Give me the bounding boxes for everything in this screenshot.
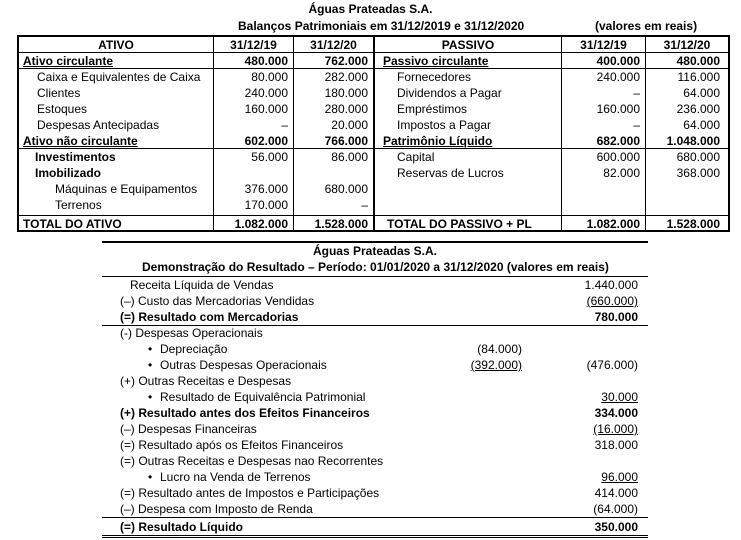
balance-company-title: Águas Prateadas S.A.: [308, 2, 433, 16]
income-custo-das-mercadorias-vendidas-label: (–) Custo das Mercadorias Vendidas: [120, 294, 315, 308]
header-passivo: PASSIVO: [441, 38, 495, 52]
asset-imobilizado-2020: [294, 165, 368, 181]
income-receita-liquida-de-vendas-label: Receita Líquida de Vendas: [130, 278, 274, 292]
liability-dividendos-a-pagar-2019: –: [633, 86, 640, 100]
income-resultado-liquido-label: (=) Resultado Líquido: [120, 520, 243, 534]
asset-ativo-nao-circulante-2020: 766.000: [324, 134, 368, 148]
income-depreciacao-partial: (84.000): [477, 342, 522, 356]
header-ativo: ATIVO: [98, 38, 134, 52]
income-despesa-com-imposto-de-renda-total: (64.000): [593, 502, 638, 516]
asset-despesas-antecipadas-label: Despesas Antecipadas: [37, 118, 160, 132]
liability-emprestimos-2019: 160.000: [596, 102, 640, 116]
income-company-title: Águas Prateadas S.A.: [312, 244, 438, 258]
balance-sheet-table: [17, 35, 730, 232]
asset-despesas-antecipadas-2019: –: [281, 118, 288, 132]
asset-imobilizado-2019: [214, 165, 288, 181]
income-resultado-com-mercadorias-label: (=) Resultado com Mercadorias: [120, 310, 299, 324]
asset-estoques-2019: 160.000: [244, 102, 288, 116]
income-resultado-com-mercadorias-total: 780.000: [594, 310, 638, 324]
total-assets-2020: 1.528.000: [314, 217, 368, 231]
asset-despesas-antecipadas-2020: 20.000: [331, 118, 368, 132]
liability-dividendos-a-pagar-label: Dividendos a Pagar: [397, 86, 502, 100]
income-custo-das-mercadorias-vendidas-total: (660.000): [586, 294, 638, 308]
asset-investimentos-2019: 56.000: [251, 150, 288, 164]
income-resultado-antes-de-impostos-e-participacoes-total: 414.000: [594, 486, 638, 500]
asset-estoques-label: Estoques: [37, 102, 88, 116]
income-outras-despesas-operacionais-total: (476.000): [586, 358, 638, 372]
income-despesas-financeiras-label: (–) Despesas Financeiras: [120, 422, 257, 436]
liability-capital-2019: 600.000: [596, 150, 640, 164]
liability-impostos-a-pagar-2020: 64.000: [683, 118, 720, 132]
asset-ativo-circulante-label: Ativo circulante: [23, 54, 114, 68]
header-passivo-2019: 31/12/19: [580, 38, 627, 52]
total-liabilities-2019: 1.082.000: [586, 217, 640, 231]
asset-ativo-nao-circulante-2019: 602.000: [244, 134, 288, 148]
liability-patrimonio-liquido-2020: 1.048.000: [666, 134, 720, 148]
asset-maquinas-e-equipamentos-2020: 680.000: [324, 182, 368, 196]
income-despesas-operacionais-label: (-) Despesas Operacionais: [120, 326, 263, 340]
liability-capital-label: Capital: [397, 150, 435, 164]
liability-reservas-de-lucros-2020: 368.000: [676, 166, 720, 180]
bullet-icon: •: [148, 390, 153, 404]
liability-patrimonio-liquido-2019: 682.000: [596, 134, 640, 148]
asset-caixa-e-equivalentes-de-caixa-label: Caixa e Equivalentes de Caixa: [37, 70, 201, 84]
income-resultado-apos-os-efeitos-financeiros-total: 318.000: [594, 438, 638, 452]
liability-patrimonio-liquido-label: Patrimônio Líquido: [383, 134, 493, 148]
header-passivo-2020: 31/12/20: [663, 38, 711, 52]
asset-ativo-nao-circulante-label: Ativo não circulante: [23, 134, 138, 148]
asset-clientes-label: Clientes: [37, 86, 81, 100]
asset-ativo-circulante-2020: 762.000: [324, 54, 368, 68]
liability-reservas-de-lucros-label: Reservas de Lucros: [397, 166, 504, 180]
liability-emprestimos-label: Empréstimos: [397, 102, 468, 116]
liability-dividendos-a-pagar-2020: 64.000: [683, 86, 720, 100]
income-lucro-na-venda-de-terrenos-total: 96.000: [601, 470, 638, 484]
income-lucro-na-venda-de-terrenos-label: Lucro na Venda de Terrenos: [160, 470, 311, 484]
asset-clientes-2019: 240.000: [244, 86, 288, 100]
bullet-icon: •: [148, 342, 153, 356]
liability-capital-2020: 680.000: [676, 150, 720, 164]
liability-impostos-a-pagar-2019: –: [633, 118, 640, 132]
header-ativo-2020: 31/12/20: [310, 38, 357, 52]
liability-fornecedores-label: Fornecedores: [397, 70, 472, 84]
asset-investimentos-2020: 86.000: [331, 150, 368, 164]
bullet-icon: •: [148, 358, 153, 372]
asset-estoques-2020: 280.000: [324, 102, 368, 116]
asset-clientes-2020: 180.000: [324, 86, 368, 100]
income-despesa-com-imposto-de-renda-label: (–) Despesa com Imposto de Renda: [120, 502, 313, 516]
bullet-icon: •: [148, 470, 153, 484]
asset-terrenos-2019: 170.000: [244, 198, 288, 212]
income-despesas-financeiras-total: (16.000): [593, 422, 638, 436]
income-subtitle: Demonstração do Resultado – Período: 01/01/2020 a 31/12/2020 (valores em reais): [142, 260, 609, 274]
asset-maquinas-e-equipamentos-2019: 376.000: [244, 182, 288, 196]
asset-caixa-e-equivalentes-de-caixa-2020: 282.000: [324, 70, 368, 84]
liability-emprestimos-2020: 236.000: [676, 102, 720, 116]
income-resultado-antes-dos-efeitos-financeiros-total: 334.000: [594, 406, 638, 420]
liability-fornecedores-2019: 240.000: [596, 70, 640, 84]
asset-imobilizado-label: Imobilizado: [35, 166, 101, 180]
income-outras-despesas-operacionais-label: Outras Despesas Operacionais: [160, 358, 327, 372]
income-resultado-liquido-total: 350.000: [594, 520, 638, 534]
total-liabilities-label: TOTAL DO PASSIVO + PL: [387, 217, 532, 231]
header-ativo-2019: 31/12/19: [230, 38, 277, 52]
liability-reservas-de-lucros-2019: 82.000: [603, 166, 640, 180]
total-assets-2019: 1.082.000: [234, 217, 288, 231]
income-receita-liquida-de-vendas-total: 1.440.000: [584, 278, 638, 292]
liability-passivo-circulante-2020: 480.000: [676, 54, 720, 68]
asset-terrenos-label: Terrenos: [55, 198, 102, 212]
income-statement: [102, 277, 662, 537]
total-liabilities-2020: 1.528.000: [666, 217, 720, 231]
asset-maquinas-e-equipamentos-label: Máquinas e Equipamentos: [55, 182, 198, 196]
balance-subtitle: Balanços Patrimoniais em 31/12/2019 e 31/12/2020: [238, 19, 525, 33]
asset-terrenos-2020: –: [361, 198, 368, 212]
liability-impostos-a-pagar-label: Impostos a Pagar: [397, 118, 492, 132]
asset-investimentos-label: Investimentos: [35, 150, 116, 164]
income-resultado-antes-dos-efeitos-financeiros-label: (+) Resultado antes dos Efeitos Financeiros: [120, 406, 370, 420]
balance-unit-note: (valores em reais): [595, 19, 698, 33]
asset-caixa-e-equivalentes-de-caixa-2019: 80.000: [251, 70, 288, 84]
liability-fornecedores-2020: 116.000: [677, 70, 720, 84]
liability-passivo-circulante-label: Passivo circulante: [383, 54, 489, 68]
income-outras-despesas-operacionais-partial: (392.000): [470, 358, 522, 372]
income-resultado-antes-de-impostos-e-participacoes-label: (=) Resultado antes de Impostos e Participações: [120, 486, 380, 500]
income-resultado-de-equivalencia-patrimonial-label: Resultado de Equivalência Patrimonial: [160, 390, 366, 404]
income-resultado-apos-os-efeitos-financeiros-label: (=) Resultado após os Efeitos Financeiros: [120, 438, 344, 452]
liability-passivo-circulante-2019: 400.000: [596, 54, 640, 68]
asset-ativo-circulante-2019: 480.000: [244, 54, 288, 68]
income-depreciacao-label: Depreciação: [160, 342, 228, 356]
total-assets-label: TOTAL DO ATIVO: [23, 217, 122, 231]
income-outras-receitas-e-despesas-label: (+) Outras Receitas e Despesas: [120, 374, 292, 388]
income-resultado-de-equivalencia-patrimonial-total: 30.000: [601, 390, 638, 404]
income-outras-receitas-e-despesas-nao-recorrentes-label: (=) Outras Receitas e Despesas nao Recorrentes: [120, 454, 384, 468]
